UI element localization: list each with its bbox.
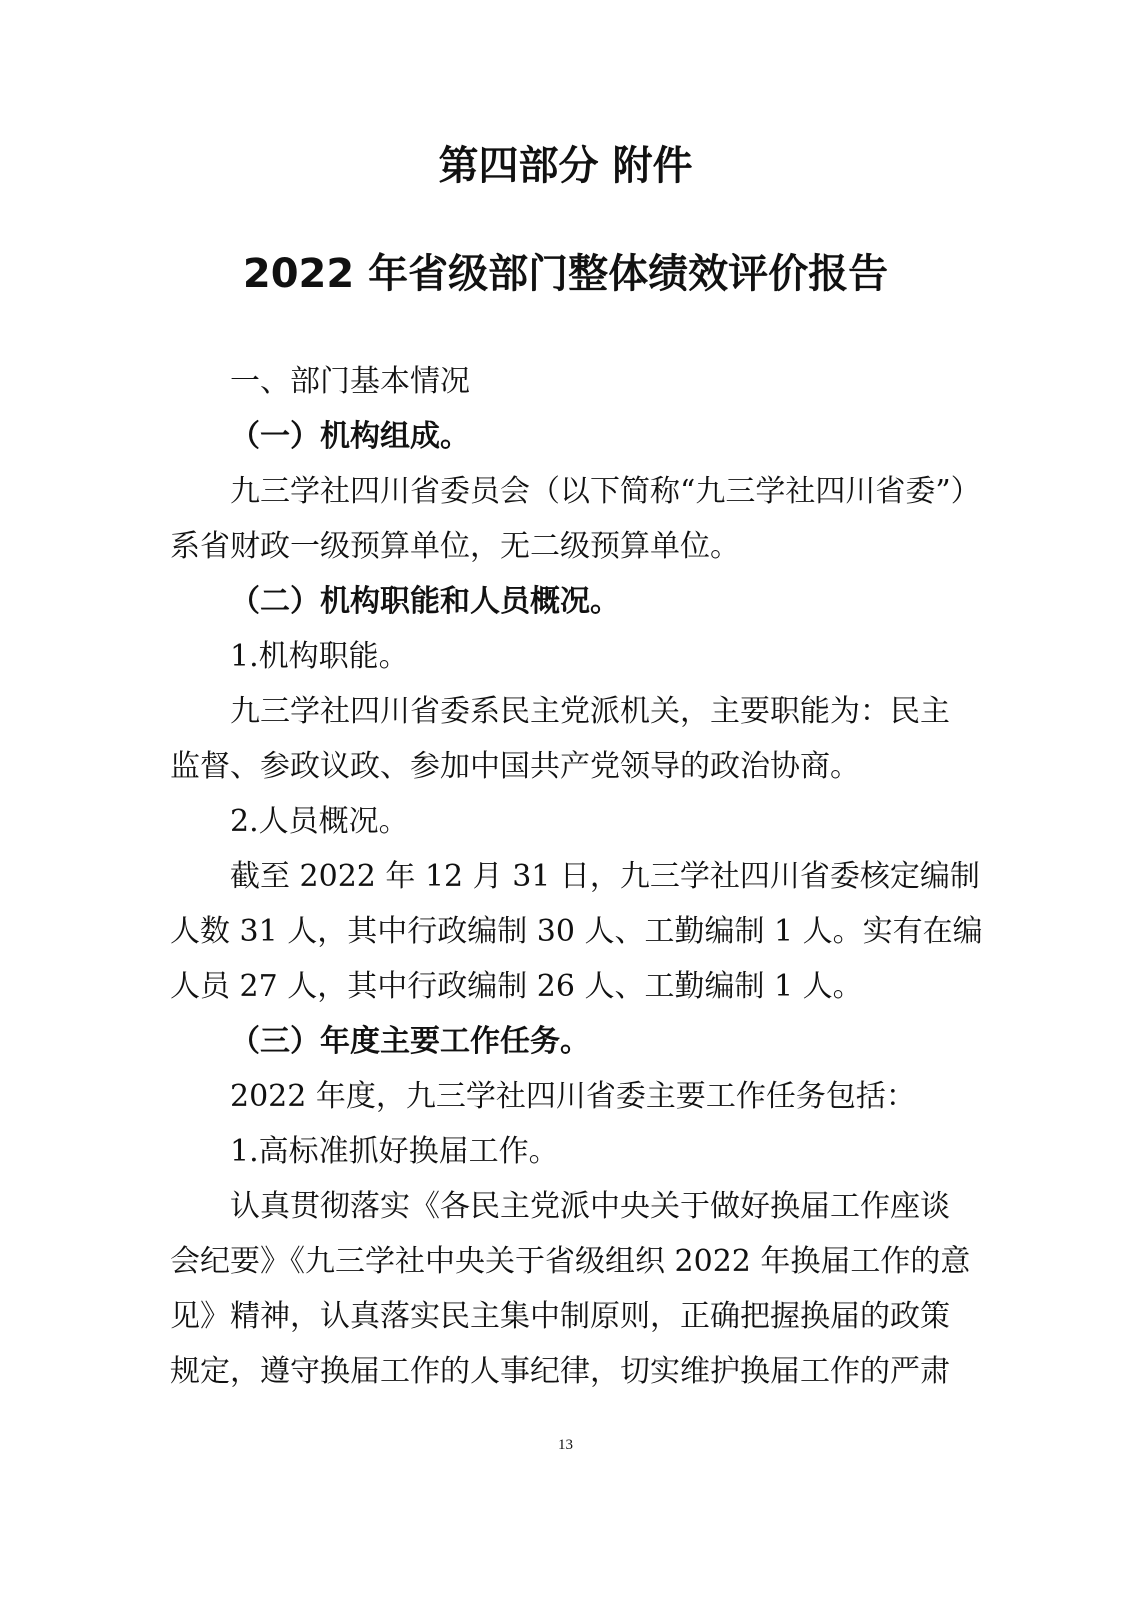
part-title: 第四部分 附件 xyxy=(438,143,693,189)
list-item-heading: 2.人员概况。 xyxy=(230,804,409,839)
paragraph-line: 九三学社四川省委系民主党派机关，主要职能为：民主 xyxy=(230,694,950,729)
list-item-heading: 1.机构职能。 xyxy=(230,639,409,674)
paragraph-line: 见》精神，认真落实民主集中制原则，正确把握换届的政策 xyxy=(170,1299,950,1334)
subsection-heading-annual-tasks: （三）年度主要工作任务。 xyxy=(230,1024,590,1059)
subsection-heading-functions-staff: （二）机构职能和人员概况。 xyxy=(230,584,620,619)
paragraph-line: 系省财政一级预算单位，无二级预算单位。 xyxy=(170,529,740,564)
paragraph-line: 人员 27 人，其中行政编制 26 人、工勤编制 1 人。 xyxy=(170,969,863,1004)
paragraph-line: 截至 2022 年 12 月 31 日，九三学社四川省委核定编制 xyxy=(230,859,980,894)
paragraph-line: 认真贯彻落实《各民主党派中央关于做好换届工作座谈 xyxy=(230,1189,950,1224)
paragraph-line: 人数 31 人，其中行政编制 30 人、工勤编制 1 人。实有在编 xyxy=(170,914,983,949)
paragraph-line: 监督、参政议政、参加中国共产党领导的政治协商。 xyxy=(170,749,860,784)
paragraph-line: 规定，遵守换届工作的人事纪律，切实维护换届工作的严肃 xyxy=(170,1354,950,1389)
subsection-heading-organization: （一）机构组成。 xyxy=(230,419,470,454)
paragraph-line: 2022 年度，九三学社四川省委主要工作任务包括： xyxy=(230,1079,916,1114)
paragraph-line: 九三学社四川省委员会（以下简称“九三学社四川省委”） xyxy=(230,474,981,509)
report-title: 2022 年省级部门整体绩效评价报告 xyxy=(242,251,889,297)
list-item-heading: 1.高标准抓好换届工作。 xyxy=(230,1134,559,1169)
paragraph-line: 会纪要》《九三学社中央关于省级组织 2022 年换届工作的意 xyxy=(170,1244,971,1279)
section-heading-basic-info: 一、部门基本情况 xyxy=(230,364,470,399)
page-number: 13 xyxy=(558,1437,573,1453)
